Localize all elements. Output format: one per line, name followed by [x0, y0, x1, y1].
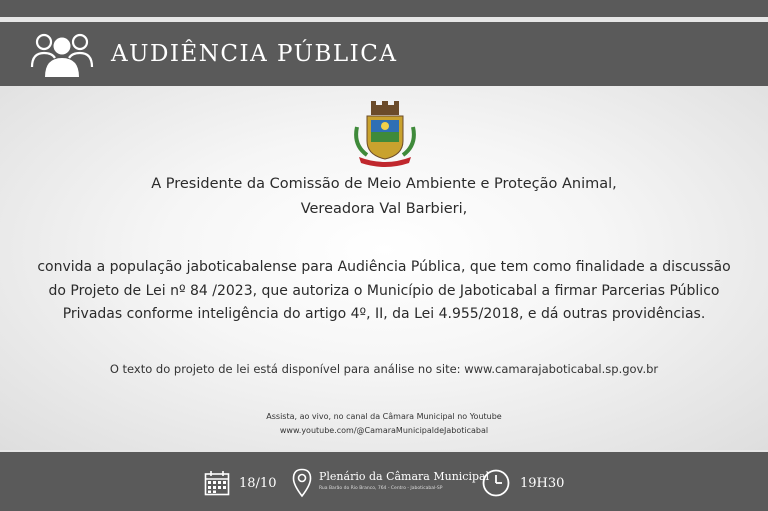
event-venue: Plenário da Câmara Municipal [319, 470, 490, 483]
presenter-name: Vereadora Val Barbieri, [300, 201, 468, 217]
paragraph-line: convida a população jaboticabalense para Audiência Pública, que tem como finalidade a discussão [37, 259, 731, 275]
event-time: 19H30 [520, 476, 565, 491]
top-bar [0, 0, 768, 17]
paragraph-line: do Projeto de Lei nº 84 /2023, que autoriza o Município de Jaboticabal a firmar Parcerias Público [48, 282, 720, 299]
event-date: 18/10 [239, 476, 277, 491]
location-pin-icon [292, 468, 312, 498]
site-note: O texto do projeto de lei está disponível para análise no site: www.camarajaboticabal.sp.gov.br [109, 362, 659, 376]
paragraph-line: Privadas conforme inteligência do artigo 4º, II, da Lei 4.955/2018, e dá outras providências. [62, 306, 706, 322]
event-address: Rua Barão do Rio Branco, 764 - Centro - Jaboticabal-SP [319, 486, 443, 491]
calendar-icon [204, 470, 230, 496]
clock-icon [482, 469, 510, 497]
presenter-line: A Presidente da Comissão de Meio Ambiente e Proteção Animal, [151, 176, 617, 192]
footer-bar [0, 452, 768, 511]
header-bar [0, 22, 768, 86]
invitation-body [0, 86, 768, 450]
live-stream-note: Assista, ao vivo, no canal da Câmara Municipal no Youtube [266, 412, 502, 421]
coat-of-arms-logo [349, 101, 421, 171]
invitation-paragraph [0, 256, 768, 327]
page-title: AUDIÊNCIA PÚBLICA [111, 41, 398, 67]
people-group-icon [30, 29, 94, 79]
youtube-link[interactable]: www.youtube.com/@CamaraMunicipaldeJaboticabal [279, 426, 489, 435]
